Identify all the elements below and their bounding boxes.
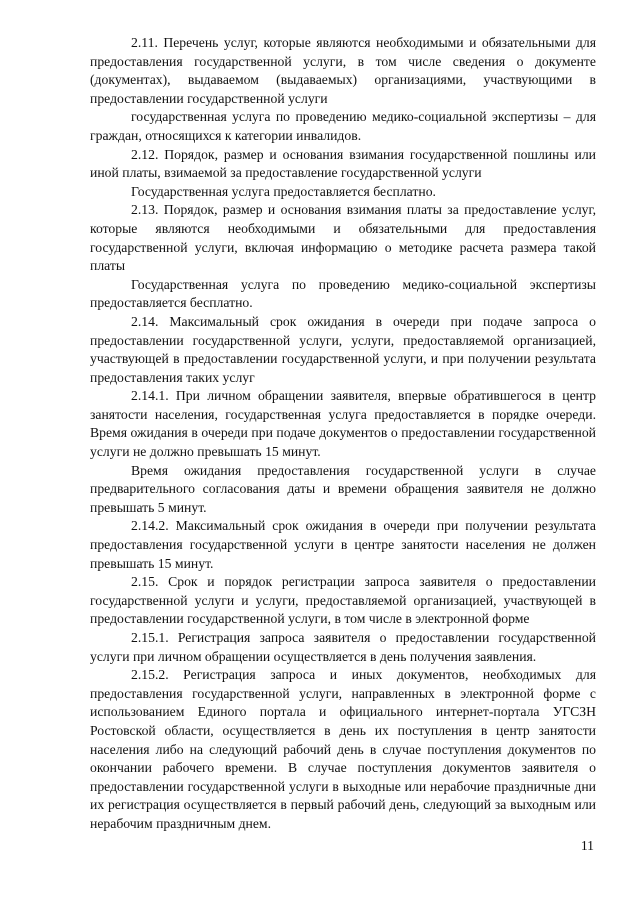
paragraph-2-13-heading: 2.13. Порядок, размер и основания взимания платы за предоставление услуг, которые являются необходимыми и обязательными для предоставления государственной услуги, включая информацию о методике расчета размера такой платы (90, 202, 596, 274)
paragraph-2-15-2: 2.15.2. Регистрация запроса и иных документов, необходимых для предоставления государственной услуги, направленных в электронной форме с использованием Единого портала и официального интернет-портала УГСЗН Ростовской области, осуществляется в день их поступления в центр занятости населения либо на следующий рабочий день в случае поступления документов по окончании рабочего времени. В случае поступления документов заявителя о предоставлении государственной услуги в выходные или нерабочие праздничные дни их регистрация осуществляется в первый рабочий день, следующий за выходным или нерабочим праздничным днем. (90, 667, 596, 831)
document-body (90, 34, 596, 834)
paragraph-2-14-1: 2.14.1. При личном обращении заявителя, впервые обратившегося в центр занятости населения, государственная услуга предоставляется в порядке очереди. Время ожидания в очереди при подаче документов о предоставлении государственной услуги не должно превышать 15 минут. (90, 388, 596, 460)
paragraph-2-15-1: 2.15.1. Регистрация запроса заявителя о предоставлении государственной услуги при личном обращении осуществляется в день получения заявления. (90, 630, 596, 664)
paragraph-2-14-heading: 2.14. Максимальный срок ожидания в очереди при подаче запроса о предоставлении государственной услуги, услуги, предоставляемой организацией, участвующей в предоставлении государственной услуги, и при получении результата предоставления таких услуг (90, 313, 596, 385)
paragraph-2-12-text: Государственная услуга предоставляется бесплатно. (131, 183, 436, 199)
paragraph-2-11-heading: 2.11. Перечень услуг, которые являются необходимыми и обязательными для предоставления государственной услуги, в том числе сведения о документе (документах), выдаваемом (выдаваемых) организациями, участвующими в предоставлении государственной услуги (90, 35, 596, 106)
paragraph-2-13-text: Государственная услуга по проведению медико-социальной экспертизы предоставляется бесплатно. (90, 276, 596, 311)
paragraph-2-14-2: 2.14.2. Максимальный срок ожидания в очереди при получении результата предоставления государственной услуги в центре занятости населения не должен превышать 15 минут. (90, 518, 596, 571)
paragraph-2-12-heading: 2.12. Порядок, размер и основания взимания государственной пошлины или иной платы, взимаемой за предоставление государственной услуги (90, 146, 596, 181)
page-number: 11 (580, 838, 594, 853)
paragraph-2-11-text: государственная услуга по проведению медико-социальной экспертизы – для граждан, относящихся к категории инвалидов. (90, 109, 596, 143)
paragraph-2-14-1-continued: Время ожидания предоставления государственной услуги в случае предварительного согласования даты и времени обращения заявителя не должно превышать 5 минут. (90, 462, 596, 515)
paragraph-2-15-heading: 2.15. Срок и порядок регистрации запроса заявителя о предоставлении государственной услуги и услуги, предоставляемой организацией, участвующей в предоставлении государственной услуги, в том числе в электронной форме (90, 574, 596, 627)
